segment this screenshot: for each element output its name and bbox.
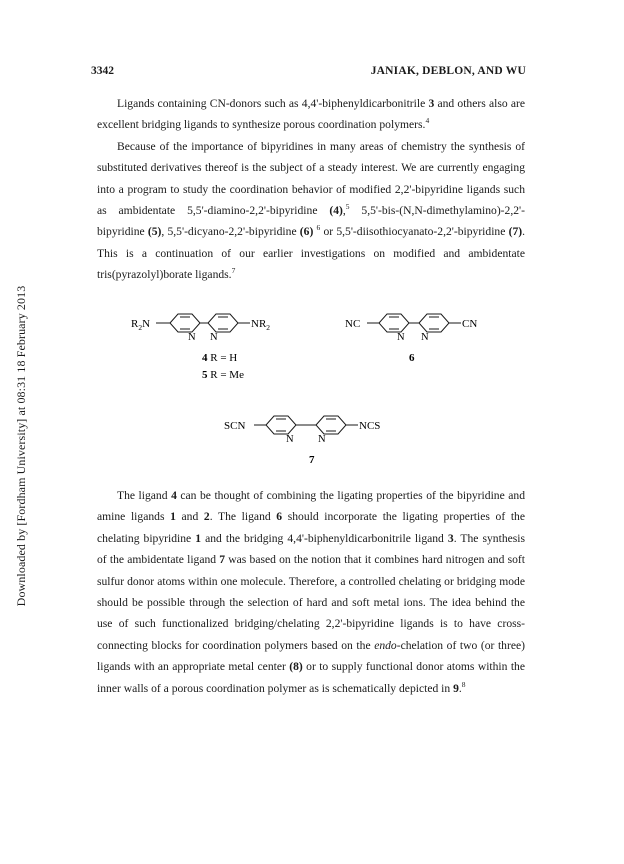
structure-7-diagram xyxy=(224,400,404,472)
compound-number: 7 xyxy=(219,553,226,567)
compound-number: (5) xyxy=(147,225,162,239)
text-run: , 5,5'-dicyano-2,2'-bipyridine xyxy=(161,225,300,239)
reference-marker: 8 xyxy=(461,679,466,689)
text-run: and the bridging 4,4'-biphenyldicarbonitrile ligand xyxy=(201,531,448,545)
ring-nitrogen-label: N xyxy=(421,332,429,343)
italic-term: endo xyxy=(374,638,397,652)
paragraph xyxy=(97,136,525,286)
left-group: $R_2N$ xyxy=(131,318,151,332)
text-run: should incorporate the ligating properties of the chelating bipyridine xyxy=(97,510,525,545)
ring-nitrogen-label: N xyxy=(397,332,405,343)
compound-number: 4 xyxy=(171,489,177,502)
text-run: and xyxy=(175,510,204,524)
paragraph xyxy=(97,93,525,136)
text-run: -chelation of two (or three) ligands with an appropriate metal center xyxy=(97,638,525,674)
body-text-bottom xyxy=(97,485,525,699)
ring-nitrogen-label: N xyxy=(210,332,218,343)
text-run: . The ligand xyxy=(209,510,277,524)
compound-number: 2 xyxy=(203,510,210,524)
bipyridine-skeleton xyxy=(156,314,250,332)
text-run: and others also are excellent bridging ligands to synthesize porous coordination polymers. xyxy=(97,97,525,132)
text-run: . This is a continuation of our earlier investigations on modified and ambidentate tris(pyrazolyl)borate ligands. xyxy=(97,225,526,282)
ring-nitrogen-label: N xyxy=(286,434,294,445)
ring-nitrogen-label: N xyxy=(318,434,326,445)
text-run: Because of the importance of bipyridines in many areas of chemistry the synthesis of substituted derivatives thereof is the subject of a steady interest. We are currently engaging into a program to study the coordination behavior of modified 2,2'-bipyridine ligands such as ambidentate 5,5'-diamino-2,2'-bipyridine xyxy=(97,139,525,218)
compound-number: 1 xyxy=(170,510,176,524)
compound-number: (8) xyxy=(289,660,303,674)
structure-4-5-diagram xyxy=(126,298,296,386)
reference-marker: 5 xyxy=(345,202,350,212)
compound-number: 6 xyxy=(276,510,283,524)
ring-nitrogen-label: N xyxy=(188,332,196,343)
text-run: Ligands containing CN-donors such as 4,4'-biphenyldicarbonitrile xyxy=(117,97,429,110)
compound-number: (7) xyxy=(508,225,523,239)
compound-number: (4) xyxy=(329,204,343,218)
right-group: CN xyxy=(462,318,478,330)
text-run: , xyxy=(342,204,346,218)
download-watermark: Downloaded by [Fordham University] at 08:31 18 February 2013 xyxy=(14,285,28,607)
reference-marker: 7 xyxy=(231,266,236,276)
compound-number: 3 xyxy=(428,97,435,110)
compound-number: 9 xyxy=(453,681,459,695)
text-run: can be thought of combining the ligating properties of the bipyridine and amine ligands xyxy=(97,489,525,524)
compound-label: 6 xyxy=(409,352,415,364)
text-run: or 5,5'-diisothiocyanato-2,2'-bipyridine xyxy=(320,225,509,239)
compound-label: 5 R = Me xyxy=(202,369,244,381)
left-group: SCN xyxy=(224,420,246,432)
right-group: NCS xyxy=(359,420,381,432)
reference-marker: 6 xyxy=(316,223,321,233)
text-run: . The synthesis of the ambidentate ligand xyxy=(97,531,526,567)
page-number: 3342 xyxy=(91,65,114,77)
bipyridine-skeleton xyxy=(254,416,358,434)
right-group: $NR_2$ xyxy=(251,318,271,332)
compound-label: 4 R = H xyxy=(202,352,238,364)
compound-label: 7 xyxy=(309,454,315,466)
text-run: was based on the notion that it combines hard nitrogen and soft sulfur donor atoms within one molecule. Therefore, a controlled chelating or bridging mode should be possible through the selection of hard and soft metal ions. The idea behind the use of such functionalized bridging/chelating 2,2'-bipyridine ligands is to have cross-connecting blocks for coordination polymers based on the xyxy=(97,553,525,652)
text-run: . xyxy=(458,681,462,695)
text-run: or to supply functional donor atoms within the inner walls of a porous coordination polymer as is schematically depicted in xyxy=(97,660,525,695)
text-run: The ligand xyxy=(117,489,172,502)
left-group: NC xyxy=(345,318,361,330)
compound-number: 3 xyxy=(447,531,454,545)
compound-number: 1 xyxy=(195,531,202,545)
compound-number: (6) xyxy=(299,225,314,239)
bipyridine-skeleton xyxy=(367,314,461,332)
reference-marker: 4 xyxy=(425,116,430,126)
paragraph xyxy=(97,485,525,699)
body-text-top xyxy=(97,93,525,286)
text-run: 5,5'-bis-(N,N-dimethylamino)-2,2'-bipyridine xyxy=(97,204,525,239)
structure-6-diagram xyxy=(345,298,505,370)
running-head: JANIAK, DEBLON, AND WU xyxy=(370,65,526,77)
